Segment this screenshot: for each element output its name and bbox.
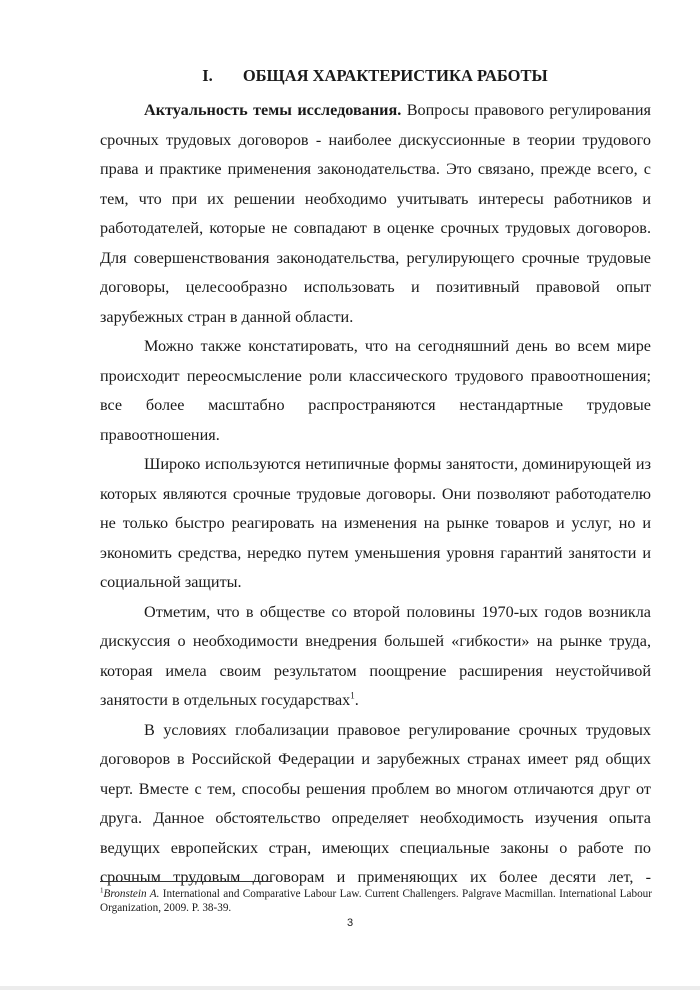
page-number: 3 [346,917,354,929]
footnote [100,887,652,915]
body-text [100,96,651,893]
paragraph-text: Можно также констатировать, что на сегодняшний день во всем мире происходит переосмысление роли классического трудового правоотношения; все более масштабно распространяются нестандартные трудовые правоотношения. [100,337,651,444]
paragraph [100,96,651,332]
paragraph [100,450,651,598]
section-number: I. [202,66,213,85]
paragraph [100,332,651,450]
paragraph-lead: Актуальность темы исследования. [144,101,402,119]
paragraph [100,716,651,893]
scan-edge [0,986,700,990]
paragraph [100,598,651,716]
footnote-divider [100,881,272,882]
paragraph-text: В условиях глобализации правовое регулирование срочных трудовых договоров в Российской Федерации и зарубежных странах имеет ряд общих черт. Вместе с тем, способы решения проблем во многом отличаются друг от друга. Данное обстоятельство определяет необходимость изучения опыта ведущих европейских стран, имеющих специальные законы о работе по срочным трудовым договорам и применяющих их более десяти лет, - [100,720,651,886]
footnote-text: International and Comparative Labour Law. Current Challengers. Palgrave Macmillan. International Labour Organization, 2009. P. 38-39. [100,888,652,914]
paragraph-tail: . [354,691,359,709]
footnote-marker: 1 [100,886,104,895]
section-heading [100,66,650,86]
section-title: ОБЩАЯ ХАРАКТЕРИСТИКА РАБОТЫ [242,66,548,85]
paragraph-text: Широко используются нетипичные формы занятости, доминирующей из которых являются срочные трудовые договоры. Они позволяют работодателю не только быстро реагировать на изменения на рынке товаров и услуг, но и экономить средства, нередко путем уменьшения уровня гарантий занятости и социальной защиты. [100,455,651,591]
footnote-author: Bronstein A. [103,888,160,900]
footnote-reference[interactable]: 1 [350,690,355,701]
paragraph-text: Вопросы правового регулирования срочных трудовых договоров - наиболее дискуссионные в теории трудового права и практике применения законодательства. Это связано, прежде всего, с тем, что при их решении необходимо учитывать интересы работников и работодателей, которые не совпадают в оценке срочных трудовых договоров. Для совершенствования законодательства, регулирующего срочные трудовые договоры, целесообразно использовать и позитивный правовой опыт зарубежных стран в данной области. [100,101,652,326]
paragraph-text: Отметим, что в обществе со второй половины 1970-ых годов возникла дискуссия о необходимости внедрения большей «гибкости» на рынке труда, которая имела своим результатом поощрение расширения неустойчивой занятости в отдельных государствах [100,602,651,709]
